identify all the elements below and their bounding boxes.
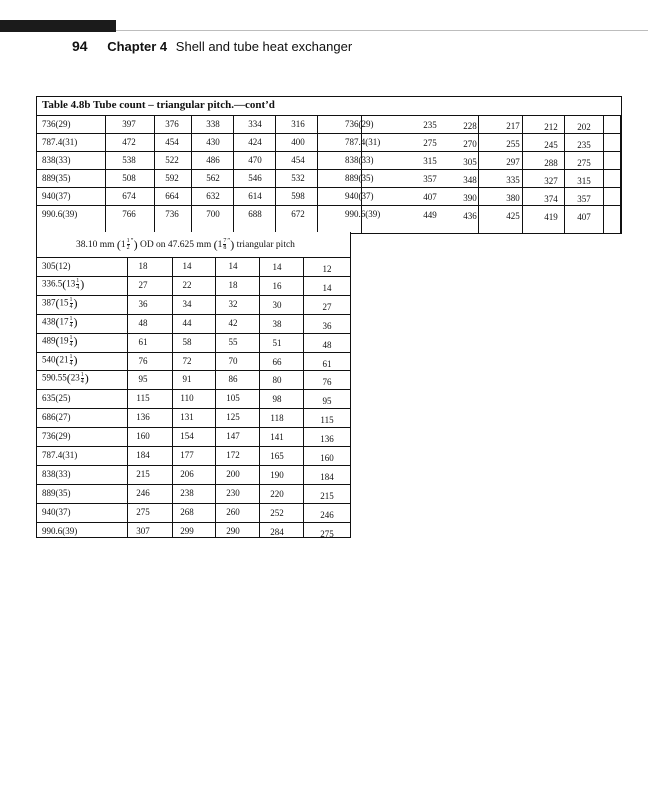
table-cell: 80	[272, 375, 282, 385]
row-label: 336.5(13 $\frac{1}{4}$ )	[42, 277, 85, 291]
table-cell: 95	[138, 374, 148, 384]
table-cell: 454	[165, 137, 179, 147]
table-cell: 338	[206, 119, 220, 129]
table-cell: 217	[506, 121, 520, 131]
table-cell: 91	[182, 374, 192, 384]
table-cell: 235	[423, 120, 437, 130]
row-label: 387(15 $\frac{1}{4}$ )	[42, 296, 78, 310]
table-cell: 357	[423, 174, 437, 184]
table-cell: 672	[291, 209, 305, 219]
table-cell: 98	[272, 394, 282, 404]
table-cell: 76	[322, 377, 332, 387]
table-cell: 32	[228, 299, 238, 309]
column-rule	[127, 257, 128, 537]
table-cell: 290	[226, 526, 240, 536]
table-cell: 327	[544, 176, 558, 186]
table-cell: 508	[122, 173, 136, 183]
table-cell: 522	[165, 155, 179, 165]
table-cell: 532	[291, 173, 305, 183]
table-cell: 275	[577, 158, 591, 168]
row-label: 940(37)	[345, 191, 374, 201]
table-cell: 454	[291, 155, 305, 165]
table-cell: 470	[248, 155, 262, 165]
table-cell: 202	[577, 122, 591, 132]
table-cell: 12	[322, 264, 332, 274]
table-cell: 538	[122, 155, 136, 165]
table-cell: 275	[136, 507, 150, 517]
table-cell: 400	[291, 137, 305, 147]
tube-count-table-top	[36, 96, 622, 234]
row-label: 305(12)	[42, 261, 71, 271]
table-cell: 22	[182, 280, 192, 290]
table-cell: 172	[226, 450, 240, 460]
table-cell: 38	[272, 319, 282, 329]
table-cell: 184	[320, 472, 334, 482]
table-cell: 215	[320, 491, 334, 501]
running-header	[72, 38, 352, 54]
table-cell: 674	[122, 191, 136, 201]
row-rule	[37, 169, 621, 170]
chapter-label: Chapter 4	[107, 39, 168, 54]
row-label: 489(19 $\frac{1}{4}$ )	[42, 334, 78, 348]
table-cell: 252	[270, 508, 284, 518]
table-cell: 766	[122, 209, 136, 219]
table-cell: 357	[577, 194, 591, 204]
table-cell: 18	[228, 280, 238, 290]
row-rule	[37, 133, 621, 134]
row-rule	[37, 333, 350, 334]
row-label: 889(35)	[345, 173, 374, 183]
table-cell: 260	[226, 507, 240, 517]
table-cell: 614	[248, 191, 262, 201]
table-cell: 51	[272, 338, 282, 348]
table-cell: 177	[180, 450, 194, 460]
column-rule	[259, 257, 260, 537]
table-cell: 160	[136, 431, 150, 441]
table-cell: 66	[272, 357, 282, 367]
page-number: 94	[72, 38, 88, 54]
table-cell: 430	[206, 137, 220, 147]
table-cell: 374	[544, 194, 558, 204]
table-cell: 14	[182, 261, 192, 271]
row-label: 990.6(39)	[345, 209, 381, 219]
row-rule	[37, 187, 621, 188]
row-label: 686(27)	[42, 412, 71, 422]
table-cell: 206	[180, 469, 194, 479]
pitch-unit: ″	[227, 237, 231, 245]
table-cell: 472	[122, 137, 136, 147]
table-cell: 305	[463, 157, 477, 167]
row-label: 889(35)	[42, 488, 71, 498]
pitch-whole: 1	[217, 240, 223, 251]
table-cell: 700	[206, 209, 220, 219]
row-label: 990.6(39)	[42, 209, 78, 219]
table-cell: 299	[180, 526, 194, 536]
subtitle-prefix: 38.10 mm	[76, 240, 115, 251]
column-rule	[303, 257, 304, 537]
table-cell: 270	[463, 139, 477, 149]
od-whole: 1	[120, 240, 126, 251]
table-cell: 316	[291, 119, 305, 129]
column-rule	[172, 257, 173, 537]
table-cell: 424	[248, 137, 262, 147]
table-cell: 115	[136, 393, 150, 403]
table-cell: 95	[322, 396, 332, 406]
subtitle-suffix: triangular pitch	[236, 240, 295, 251]
table-cell: 297	[506, 157, 520, 167]
table-cell: 307	[136, 526, 150, 536]
table-cell: 147	[226, 431, 240, 441]
table-cell: 246	[320, 510, 334, 520]
table-cell: 184	[136, 450, 150, 460]
table-cell: 380	[506, 193, 520, 203]
table-cell: 664	[165, 191, 179, 201]
table-cell: 115	[320, 415, 334, 425]
table-cell: 348	[463, 175, 477, 185]
pitch-fraction: $\frac{7}{8}$	[223, 238, 227, 252]
table-cell: 245	[544, 140, 558, 150]
od-fraction: $\frac{1}{2}$	[126, 238, 130, 252]
row-label: 736(29)	[42, 431, 71, 441]
table-cell: 200	[226, 469, 240, 479]
table-cell: 376	[165, 119, 179, 129]
table-cell: 688	[248, 209, 262, 219]
table-cell: 315	[577, 176, 591, 186]
row-label: 787.4(31)	[42, 450, 78, 460]
row-label: 838(33)	[42, 155, 71, 165]
table-cell: 334	[248, 119, 262, 129]
row-rule	[37, 389, 350, 390]
row-label: 736(29)	[345, 119, 374, 129]
table-cell: 48	[138, 318, 148, 328]
table-cell: 30	[272, 300, 282, 310]
row-rule	[37, 205, 621, 206]
table-cell: 486	[206, 155, 220, 165]
table-cell: 14	[228, 261, 238, 271]
table-cell: 42	[228, 318, 238, 328]
tube-count-table-bottom	[36, 232, 351, 538]
table-cell: 14	[272, 262, 282, 272]
table-cell: 48	[322, 340, 332, 350]
table-cell: 141	[270, 432, 284, 442]
table-cell: 275	[320, 529, 334, 539]
table-cell: 255	[506, 139, 520, 149]
row-label: 889(35)	[42, 173, 71, 183]
row-label: 838(33)	[345, 155, 374, 165]
table-cell: 18	[138, 261, 148, 271]
od-unit: ″	[130, 237, 134, 245]
table-cell: 16	[272, 281, 282, 291]
subtitle-mid: OD on 47.625 mm	[139, 240, 212, 251]
row-rule	[37, 115, 621, 116]
header-bar-dark	[0, 20, 116, 32]
row-label: 940(37)	[42, 191, 71, 201]
table-cell: 160	[320, 453, 334, 463]
table-cell: 436	[463, 211, 477, 221]
table-cell: 125	[226, 412, 240, 422]
table-cell: 110	[180, 393, 194, 403]
row-label: 438(17 $\frac{1}{4}$ )	[42, 315, 78, 329]
row-label: 590.55(23 $\frac{1}{4}$ )	[42, 371, 89, 385]
row-rule	[37, 151, 621, 152]
row-label: 787.4(31)	[42, 137, 78, 147]
row-rule	[37, 314, 350, 315]
row-label: 787.4(31)	[345, 137, 381, 147]
table-cell: 268	[180, 507, 194, 517]
row-label: 940(37)	[42, 507, 71, 517]
row-rule	[37, 484, 350, 485]
table-cell: 632	[206, 191, 220, 201]
row-label: 838(33)	[42, 469, 71, 479]
table-cell: 238	[180, 488, 194, 498]
table-cell: 407	[577, 212, 591, 222]
row-rule	[37, 503, 350, 504]
table-cell: 419	[544, 212, 558, 222]
table-cell: 220	[270, 489, 284, 499]
table-cell: 407	[423, 192, 437, 202]
table-cell: 55	[228, 337, 238, 347]
table-cell: 449	[423, 210, 437, 220]
table-cell: 736	[165, 209, 179, 219]
table-cell: 36	[322, 321, 332, 331]
row-label: 635(25)	[42, 393, 71, 403]
table-cell: 136	[136, 412, 150, 422]
chapter-title: Shell and tube heat exchanger	[175, 39, 353, 54]
table-cell: 397	[122, 119, 136, 129]
table-cell: 165	[270, 451, 284, 461]
table-cell: 61	[138, 337, 148, 347]
table-cell: 70	[228, 356, 238, 366]
table-caption: Table 4.8b Tube count – triangular pitch.—cont’d	[42, 99, 275, 111]
row-label: 540(21 $\frac{1}{4}$ )	[42, 353, 78, 367]
table-cell: 131	[180, 412, 194, 422]
row-label: 990.6(39)	[42, 526, 78, 536]
table-cell: 390	[463, 193, 477, 203]
header-rule	[116, 30, 648, 31]
table-cell: 562	[206, 173, 220, 183]
table-cell: 246	[136, 488, 150, 498]
row-rule	[37, 427, 350, 428]
table-cell: 546	[248, 173, 262, 183]
table-cell: 190	[270, 470, 284, 480]
table-cell: 228	[463, 121, 477, 131]
table-cell: 315	[423, 156, 437, 166]
row-rule	[37, 465, 350, 466]
table-cell: 14	[322, 283, 332, 293]
row-rule	[37, 522, 350, 523]
table-cell: 288	[544, 158, 558, 168]
row-rule	[37, 408, 350, 409]
table-cell: 425	[506, 211, 520, 221]
row-rule	[37, 295, 350, 296]
table-cell: 27	[322, 302, 332, 312]
table-cell: 76	[138, 356, 148, 366]
table-cell: 335	[506, 175, 520, 185]
row-rule	[37, 352, 350, 353]
table-cell: 61	[322, 359, 332, 369]
table-subtitle: 38.10 mm (1 $\frac{1}{2}$ ″) OD on 47.625 mm (1 $\frac{7}{8}$ ″) triangular pitch	[76, 237, 295, 252]
table-cell: 284	[270, 527, 284, 537]
row-rule	[37, 257, 350, 258]
column-rule	[215, 257, 216, 537]
table-cell: 44	[182, 318, 192, 328]
table-cell: 235	[577, 140, 591, 150]
table-cell: 86	[228, 374, 238, 384]
row-label: 736(29)	[42, 119, 71, 129]
table-cell: 592	[165, 173, 179, 183]
table-cell: 105	[226, 393, 240, 403]
table-cell: 230	[226, 488, 240, 498]
table-cell: 27	[138, 280, 148, 290]
table-cell: 215	[136, 469, 150, 479]
table-cell: 154	[180, 431, 194, 441]
table-cell: 72	[182, 356, 192, 366]
table-cell: 212	[544, 122, 558, 132]
table-cell: 136	[320, 434, 334, 444]
table-cell: 36	[138, 299, 148, 309]
table-cell: 58	[182, 337, 192, 347]
table-cell: 598	[291, 191, 305, 201]
table-cell: 118	[270, 413, 284, 423]
row-rule	[37, 446, 350, 447]
table-cell: 275	[423, 138, 437, 148]
table-cell: 34	[182, 299, 192, 309]
